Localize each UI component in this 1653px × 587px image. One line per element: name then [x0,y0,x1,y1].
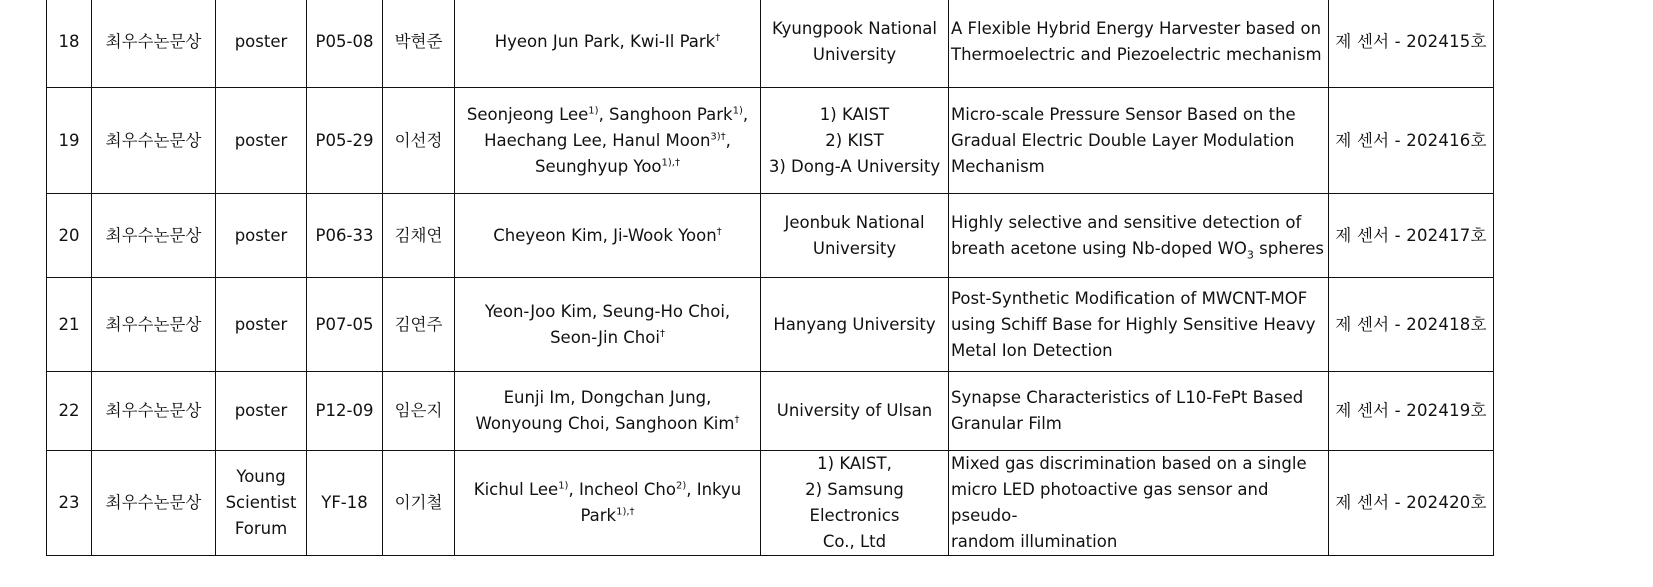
presentation-type [216,451,307,556]
certificate-number: 제 센서 - 202417호 [1329,194,1494,278]
table-row [47,372,1494,451]
text-segment: Seon-Jin Choi [550,327,660,347]
text-segment: breath acetone using Nb-doped WO [951,238,1247,258]
text-segment: random illumination [951,532,1118,551]
superscript-mark: 1) [588,105,599,116]
table-row [47,88,1494,194]
superscript-mark: 1),† [661,157,680,168]
text-segment: , Incheol Cho [568,480,676,499]
text-segment: Haechang Lee, Hanul Moon [484,130,711,150]
cell-line [951,42,1324,68]
cell-line [951,102,1324,128]
presenter-name: 이선정 [383,88,455,194]
text-segment: Kichul Lee [473,480,559,499]
text-segment: Granular Film [951,414,1062,433]
affiliation [761,88,949,194]
authors [455,372,761,451]
text-segment: Highly selective and sensitive detection of [951,212,1302,232]
awards-table [46,0,1494,556]
cell-line [951,529,1324,555]
cell-line: Hanyang University [773,314,936,334]
text-segment: Synapse Characteristics of L10-FePt Based [951,388,1304,407]
cell-line [457,325,758,351]
text-segment: Hyeon Jun Park, Kwi-Il Park [494,32,716,51]
paper-title [949,451,1329,556]
cell-line [951,411,1324,437]
affiliation [761,0,949,88]
presentation-type [216,372,307,451]
cell-line: Scientist [225,493,297,512]
certificate-number: 제 센서 - 202415호 [1329,0,1494,88]
superscript-mark: 1) [732,105,743,116]
cell-line: Kyungpook National [772,19,937,38]
certificate-number: 제 센서 - 202419호 [1329,372,1494,451]
paper-title [949,88,1329,194]
cell-line: poster [234,130,288,150]
authors [455,88,761,194]
cell-line [457,128,758,154]
superscript-mark: 3)† [710,131,726,142]
paper-code: P05-08 [307,0,383,88]
table-row [47,278,1494,372]
presenter-name: 박현준 [383,0,455,88]
text-segment: Metal Ion Detection [951,340,1113,360]
text-segment: Thermoelectric and Piezoelectric mechanism [951,45,1322,64]
cell-line: poster [234,225,288,245]
paper-code: P06-33 [307,194,383,278]
cell-line [951,210,1324,236]
award-name: 최우수논문상 [92,372,216,451]
row-number: 18 [47,0,92,88]
paper-code: P05-29 [307,88,383,194]
award-name: 최우수논문상 [92,278,216,372]
row-number: 19 [47,88,92,194]
cell-line [951,154,1324,180]
award-name: 최우수논문상 [92,0,216,88]
cell-line [457,411,758,437]
superscript-mark: † [734,414,740,426]
presenter-name: 이기철 [383,451,455,556]
presenter-name: 임은지 [383,372,455,451]
superscript-mark: † [659,328,665,339]
paper-title [949,372,1329,451]
text-segment: Mechanism [951,156,1045,176]
paper-title [949,278,1329,372]
presentation-type [216,88,307,194]
cell-line [457,154,758,180]
text-segment: Gradual Electric Double Layer Modulation [951,130,1295,150]
text-segment: , [742,104,749,124]
text-segment: Cheyeon Kim, Ji-Wook Yoon [493,225,717,245]
text-segment: Wonyoung Choi, Sanghoon Kim [475,414,735,433]
text-segment: Seonjeong Lee [466,104,589,124]
cell-line: poster [234,314,288,334]
superscript-mark: 1) [558,480,569,492]
paper-code: P07-05 [307,278,383,372]
paper-title [949,194,1329,278]
text-segment: spheres [1253,238,1324,258]
cell-line [951,338,1324,364]
presentation-type [216,0,307,88]
cell-line [457,503,758,529]
cell-line [951,451,1324,477]
superscript-mark: † [716,226,722,237]
cell-line: 1) KAIST [819,104,890,124]
authors [455,194,761,278]
text-segment: A Flexible Hybrid Energy Harvester based on [951,19,1322,38]
affiliation [761,451,949,556]
cell-line: Forum [234,519,288,538]
subscript-mark: 3 [1246,247,1254,261]
certificate-number: 제 센서 - 202420호 [1329,451,1494,556]
text-segment: , [725,130,731,150]
affiliation [761,194,949,278]
presentation-type [216,278,307,372]
cell-line [457,29,758,55]
row-number: 20 [47,194,92,278]
superscript-mark: 1),† [616,506,635,518]
authors [455,0,761,88]
cell-line: 2) Samsung Electronics [805,480,904,525]
text-segment: Mixed gas discrimination based on a single [951,454,1307,473]
paper-code: P12-09 [307,372,383,451]
text-segment: Park [580,506,617,525]
award-name: 최우수논문상 [92,88,216,194]
cell-line [457,385,758,411]
cell-line: poster [234,32,288,51]
text-segment: Post-Synthetic Modification of MWCNT-MOF [951,288,1308,308]
cell-line: Young [236,467,286,486]
superscript-mark: 2) [675,480,687,492]
cell-line [457,477,758,503]
cell-line [951,385,1324,411]
cell-line [951,236,1324,262]
text-segment: , Sanghoon Park [598,104,733,124]
cell-line: 2) KIST [825,130,884,150]
cell-line [951,477,1324,529]
text-segment: Eunji Im, Dongchan Jung, [503,388,712,407]
cell-line: 1) KAIST, [817,454,892,473]
cell-line: Co., Ltd [822,532,887,551]
awards-table-body [47,0,1494,556]
table-row [47,0,1494,88]
cell-line: 3) Dong-A University [768,156,941,176]
cell-line: University [812,238,897,258]
text-segment: Micro-scale Pressure Sensor Based on the [951,104,1296,124]
text-segment: using Schiff Base for Highly Sensitive Heavy [951,314,1316,334]
cell-line [951,16,1324,42]
certificate-number: 제 센서 - 202418호 [1329,278,1494,372]
cell-line [457,299,758,325]
cell-line: Jeonbuk National [784,212,925,232]
table-row [47,194,1494,278]
cell-line [951,312,1324,338]
row-number: 23 [47,451,92,556]
text-segment: , Inkyu [686,480,742,499]
cell-line [457,223,758,249]
superscript-mark: † [715,32,721,44]
authors [455,451,761,556]
text-segment: Yeon-Joo Kim, Seung-Ho Choi, [484,301,731,321]
row-number: 22 [47,372,92,451]
table-row [47,451,1494,556]
text-segment: Seunghyup Yoo [535,156,662,176]
cell-line [951,128,1324,154]
cell-line: University [812,45,897,64]
award-name: 최우수논문상 [92,194,216,278]
cell-line [457,102,758,128]
presenter-name: 김연주 [383,278,455,372]
presentation-type [216,194,307,278]
cell-line: poster [234,401,288,420]
cell-line: University of Ulsan [776,401,933,420]
cell-line [951,286,1324,312]
certificate-number: 제 센서 - 202416호 [1329,88,1494,194]
paper-title [949,0,1329,88]
affiliation [761,372,949,451]
presenter-name: 김채연 [383,194,455,278]
row-number: 21 [47,278,92,372]
paper-code: YF-18 [307,451,383,556]
affiliation [761,278,949,372]
award-name: 최우수논문상 [92,451,216,556]
text-segment: micro LED photoactive gas sensor and pseudo- [951,480,1269,525]
authors [455,278,761,372]
